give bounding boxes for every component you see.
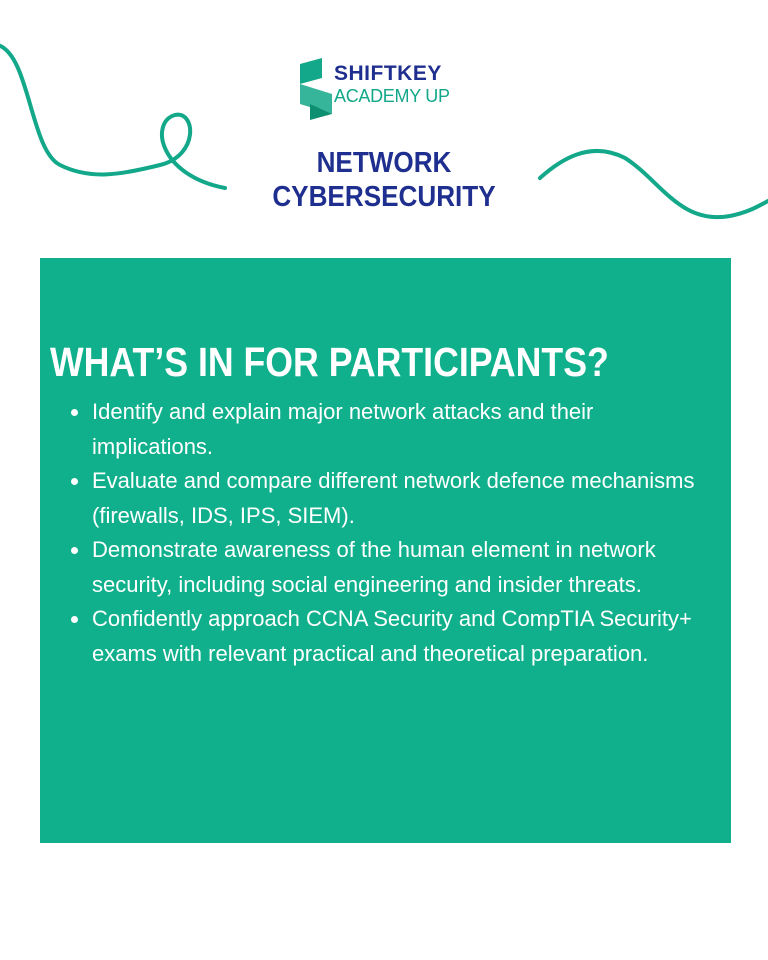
list-item-text: Identify and explain major network attacks and their implications. bbox=[92, 399, 594, 459]
benefits-list bbox=[66, 395, 716, 671]
bullet-icon bbox=[71, 409, 78, 416]
page-title bbox=[38, 146, 729, 214]
bullet-icon bbox=[71, 547, 78, 554]
list-item-text: Evaluate and compare different network defence mechanisms (firewalls, IDS, IPS, SIEM). bbox=[92, 468, 695, 528]
brand-name: SHIFTKEY bbox=[334, 62, 442, 85]
brand-tagline: ACADEMY UP bbox=[334, 86, 450, 106]
participants-card bbox=[40, 258, 731, 843]
bullet-icon bbox=[71, 478, 78, 485]
list-item bbox=[66, 464, 716, 533]
bullet-icon bbox=[71, 616, 78, 623]
list-item bbox=[66, 533, 716, 602]
brand-mark-icon bbox=[300, 58, 332, 120]
page-title-line-1: NETWORK bbox=[316, 147, 452, 179]
list-item-text: Demonstrate awareness of the human element in network security, including social engineering and insider threats. bbox=[92, 537, 656, 597]
list-item bbox=[66, 395, 716, 464]
card-heading: WHAT’S IN FOR PARTICIPANTS? bbox=[50, 339, 609, 385]
list-item-text: Confidently approach CCNA Security and CompTIA Security+ exams with relevant practical and theoretical preparation. bbox=[92, 606, 692, 666]
list-item bbox=[66, 602, 716, 671]
page-title-line-2: CYBERSECURITY bbox=[272, 181, 496, 213]
